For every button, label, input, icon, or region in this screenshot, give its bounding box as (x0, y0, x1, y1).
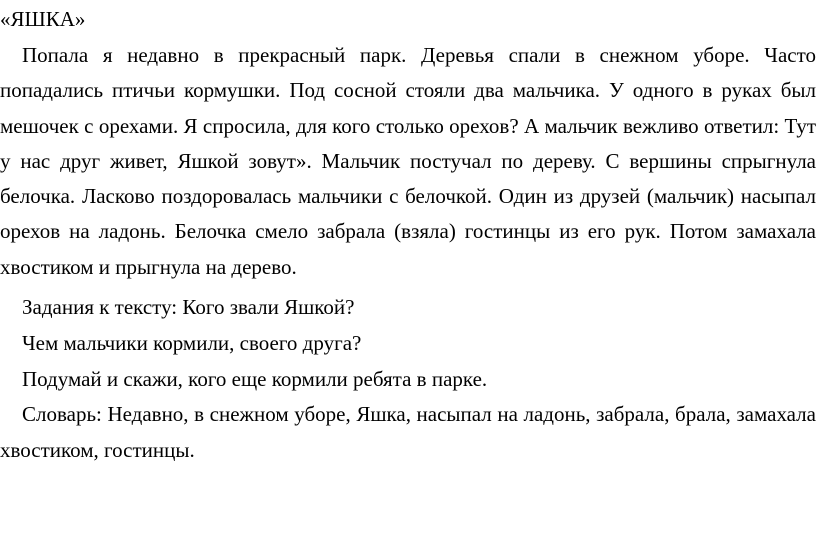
story-paragraph: Попала я недавно в прекрасный парк. Деревья спали в снежном уборе. Часто попадались птичьи кормушки. Под сосной стояли два мальчика. У одного в руках был мешочек с орехами. Я спросила, для кого столько орехов? А мальчик вежливо ответил: Тут у нас друг живет, Яшкой зовут». Мальчик постучал по дереву. С вершины спрыгнула белочка. Ласково поздоровалась мальчики с белочкой. Один из друзей (мальчик) насыпал орехов на ладонь. Белочка смело забрала (взяла) гостинцы из его рук. Потом замахала хвостиком и прыгнула на дерево. (0, 43, 816, 279)
task-question-2: Чем мальчики кормили, своего друга? (22, 331, 362, 355)
task-question-1: Задания к тексту: Кого звали Яшкой? (22, 295, 355, 319)
document-title: «ЯШКА» (0, 7, 86, 31)
vocabulary-paragraph: Словарь: Недавно, в снежном уборе, Яшка, насыпал на ладонь, забрала, брала, замахала хвостиком, гостинцы. (0, 402, 816, 462)
task-question-3: Подумай и скажи, кого еще кормили ребята в парке. (22, 367, 488, 391)
